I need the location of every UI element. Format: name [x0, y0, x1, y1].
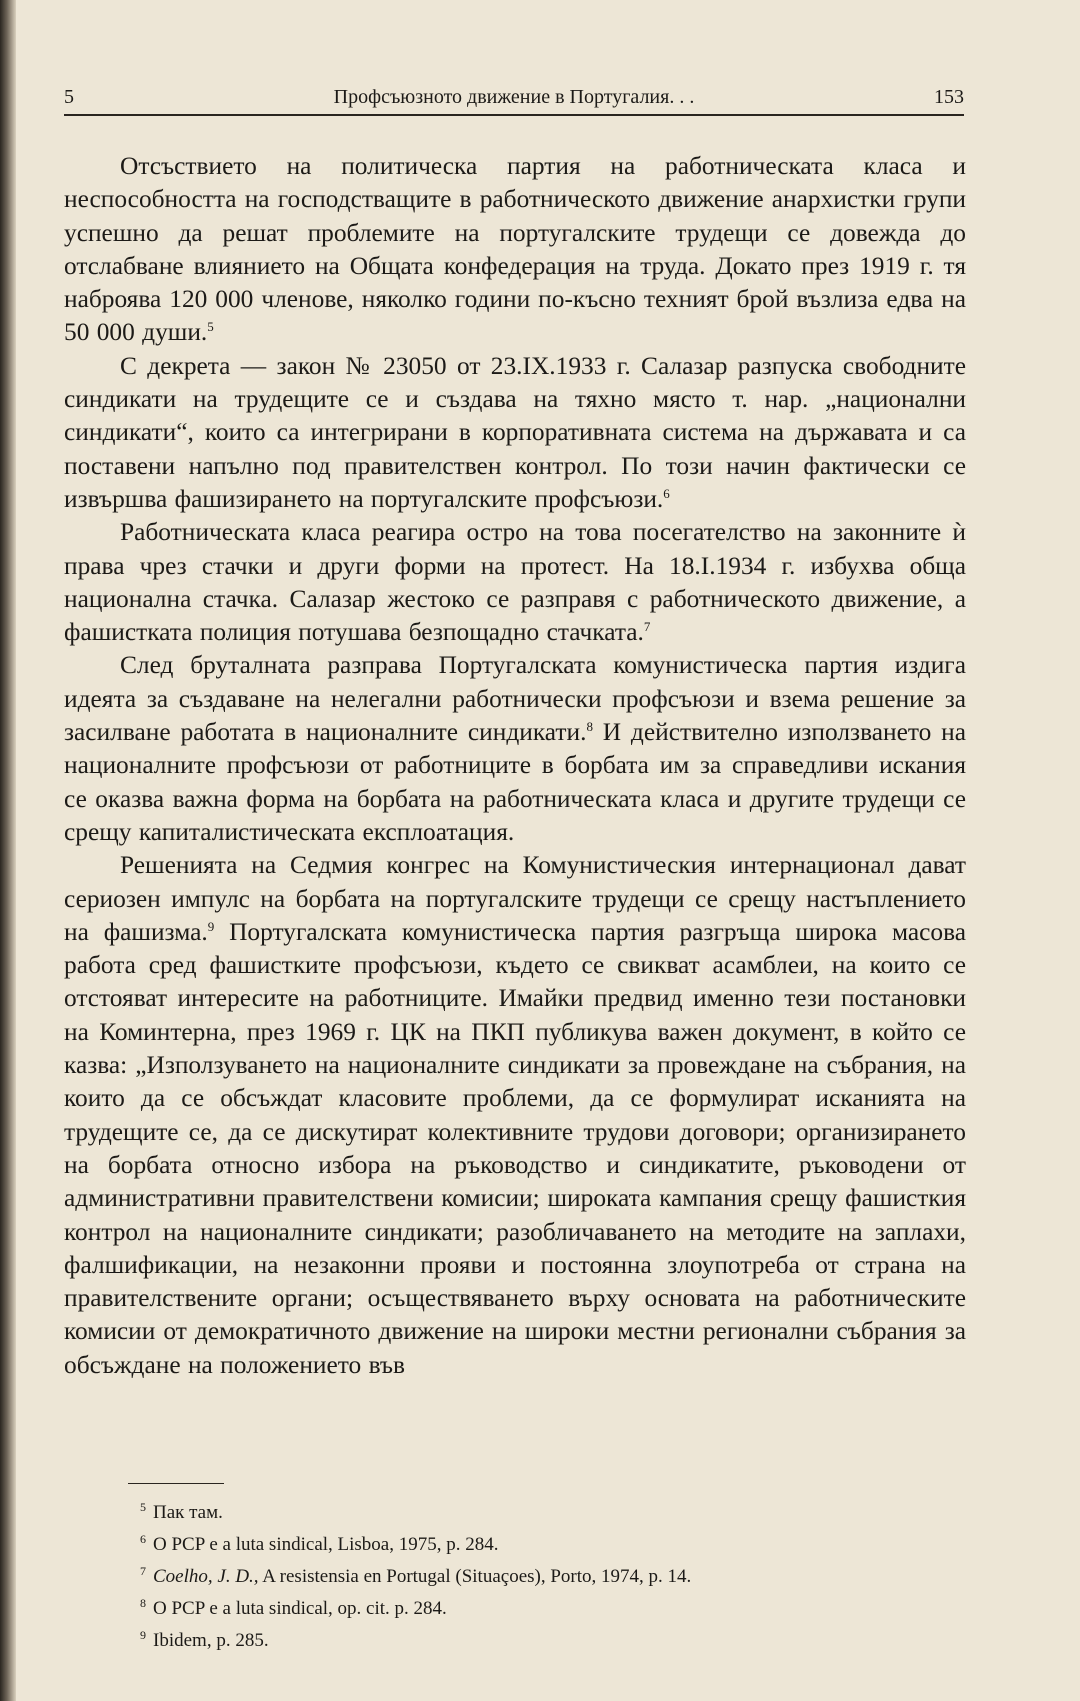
page-number: 153	[934, 86, 964, 108]
footnote-author: Coelho, J. D.,	[153, 1566, 259, 1587]
footnote	[140, 1622, 960, 1654]
header-rule	[64, 114, 964, 116]
paragraph-text: С декрета — закон № 23050 от 23.IX.1933 г. Салазар разпуска свободните синдикати на трудещите се и създава на тяхно място т. нар. „национални синдикати“, които са интегрирани в корпоративната система на държавата и са поставени напълно под правителствен контрол. По този начин фактически се извършва фашизирането на португалските профсъюзи.	[64, 351, 966, 513]
paragraph	[64, 516, 966, 649]
footnote-ref[interactable]: 5	[207, 319, 214, 335]
footnote-text: O PCP e a luta sindical, op. cit. p. 284.	[153, 1598, 447, 1619]
footnote-text: Пак там.	[153, 1502, 223, 1523]
footnote-mark: 6	[140, 1532, 146, 1546]
footnote	[140, 1526, 960, 1558]
paragraph-text: И действително използването на националните профсъюзи от работниците в борбата им за справедливи искания се оказва важна форма на борбата на работническата класа и другите трудещи се срещу капиталистическата експлоатация.	[64, 718, 966, 846]
footnote	[140, 1558, 960, 1590]
footnote-ref[interactable]: 7	[643, 619, 651, 635]
running-head	[64, 86, 964, 116]
footnotes	[140, 1494, 960, 1654]
paragraph	[64, 649, 966, 849]
footnote-mark: 5	[140, 1500, 146, 1514]
footnote-ref[interactable]: 9	[207, 918, 215, 934]
paragraph	[64, 849, 966, 1382]
body-text	[64, 150, 966, 1382]
paragraph	[64, 350, 966, 516]
footnote-text: A resistensia en Portugal (Situaçoes), Porto, 1974, p. 14.	[258, 1566, 692, 1587]
footnote-rule	[128, 1483, 224, 1484]
running-title: Профсъюзното движение в Португалия. . .	[333, 86, 695, 108]
footnote-text: O PCP e a luta sindical, Lisboa, 1975, p. 284.	[153, 1534, 499, 1555]
paragraph	[64, 150, 966, 350]
paragraph-text: Отсъствието на политическа партия на работническата класа и неспособността на господстващите в работническото движение анархистки групи успешно да решат проблемите на португалските трудещи се довежда до отслабване влиянието на Общата конфедерация на труда. Докато през 1919 г. тя наброява 120 000 членове, няколко години по-късно техният брой възлиза едва на 50 000 души.	[64, 152, 966, 347]
footnote-mark: 7	[140, 1564, 146, 1578]
footnote-mark: 9	[140, 1628, 146, 1642]
footnote-ref[interactable]: 6	[663, 485, 670, 501]
footnote-mark: 8	[140, 1596, 146, 1610]
paragraph-text: Португалската комунистическа партия разгръща широка масова работа сред фашистките профсъюзи, където се свикват асамблеи, на които се отстояват интересите на работниците. Имайки предвид именно тези постановки на Коминтерна, през 1969 г. ЦК на ПКП публикува важен документ, в който се казва: „Използуването на националните синдикати за провеждане на събрания, на които да се обсъждат класовите проблеми, да се формулират исканията на трудещите се, да се дискутират колективните трудови договори; организирането на борбата относно избора на ръководство и синдикатите, ръководени от административни правителствени комисии; широката кампания срещу фашисткия контрол на националните синдикати; разобличаването на методите на заплахи, фалшификации, на незаконни прояви и постоянна злоупотреба от страна на правителствените органи; осъществяването върху основата на работническите комисии от демократичното движение на широки местни регионални събрания за обсъждане на положението във	[64, 917, 966, 1379]
footnote-text: Ibidem, p. 285.	[153, 1630, 269, 1651]
chapter-number: 5	[64, 86, 74, 108]
paragraph-text: След бруталната разправа Португалската комунистическа партия издига идеята за създаване на нелегални работнически профсъюзи и взема решение за засилване работата в националните синдикати.	[64, 651, 966, 747]
footnote	[140, 1590, 960, 1622]
footnote-ref[interactable]: 8	[586, 719, 593, 735]
paragraph-text: Решенията на Седмия конгрес на Комунистическия интернационал дават сериозен импулс на борбата на португалските трудещи се срещу настъплението на фашизма.	[64, 851, 966, 946]
paragraph-text: Работническата класа реагира остро на това посегателство на законните ѝ права чрез стачки и други форми на протест. На 18.I.1934 г. избухва обща национална стачка. Салазар жестоко се разправя с работническото движение, а фашистката полиция потушава безпощадно стачката.	[64, 518, 966, 647]
footnote	[140, 1494, 960, 1526]
